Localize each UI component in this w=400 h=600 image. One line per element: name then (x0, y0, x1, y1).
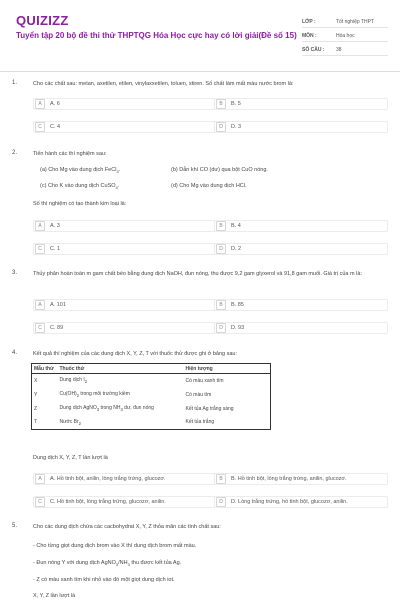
option-text: D. 2 (231, 246, 242, 252)
question-number: 2. (12, 150, 18, 156)
table-header-row (32, 364, 271, 374)
option-b[interactable] (214, 473, 388, 485)
option-c[interactable] (33, 121, 215, 133)
question-text: Cho các chất sau: metan, axetilen, etilen, vinylaxxetilen, toluen, stiren. Số chất làm mất màu nước brom là: (33, 81, 294, 87)
option-letter: C (35, 323, 45, 333)
option-text: D. 93 (231, 325, 245, 331)
meta-value: Tốt nghiệp THPT (336, 19, 374, 25)
table-cell: X (34, 377, 38, 384)
option-letter: A (35, 99, 45, 109)
question-number: 1. (12, 80, 18, 86)
question-1 (12, 80, 388, 140)
option-letter: B (216, 300, 226, 310)
question-text: Cho các dung dịch chứa các cacbohydrat X, Y, Z thỏa mãn các tính chất sau: (33, 524, 221, 530)
meta-key: LỚP : (302, 19, 316, 25)
table-row (32, 388, 271, 402)
table-cell: T (34, 419, 38, 426)
table-row (32, 416, 271, 430)
option-text: C. Hồ tinh bột, lòng trắng trứng, glucozơ, anilin. (50, 499, 166, 505)
option-text: C. 1 (50, 246, 61, 252)
option-letter: C (35, 244, 45, 254)
option-letter: D (216, 323, 226, 333)
question-text: Thủy phân hoàn toàn m gam chất béo bằng dung dịch NaOH, đun nóng, thu được 9,2 gam glyxerol và 91,8 gam muối. Giá trị của m là: (33, 271, 362, 277)
option-d[interactable] (214, 243, 388, 255)
option-a[interactable] (33, 98, 215, 110)
condition-line: - Cho từng giọt dung dịch brom vào X thì dung dịch brom mất màu. (33, 543, 197, 549)
option-a[interactable] (33, 299, 215, 311)
option-a[interactable] (33, 473, 215, 485)
question-5 (12, 523, 388, 600)
question-number: 3. (12, 270, 18, 276)
worksheet-title: Tuyển tập 20 bộ đề thi thử THPTQG Hóa Học cực hay có lời giải(Đề số 15) (16, 31, 297, 40)
option-text: B. Hồ tinh bột, lòng trắng trứng, anilin, glucozơ. (231, 476, 347, 482)
option-b[interactable] (214, 98, 388, 110)
table-cell: Có màu xanh tím (185, 377, 224, 384)
option-text: C. 89 (50, 325, 64, 331)
column-header: Mẫu thử (32, 364, 58, 374)
question-3 (12, 270, 388, 340)
table-row (32, 374, 271, 388)
meta-row-question-count (302, 42, 388, 56)
question-4 (12, 350, 388, 515)
option-text: D. 3 (231, 124, 242, 130)
option-letter: B (216, 474, 226, 484)
table-cell: Có màu tím (185, 391, 212, 398)
meta-value: Hóa học (336, 33, 355, 39)
option-c[interactable] (33, 243, 215, 255)
meta-key: SỐ CÂU : (302, 47, 325, 53)
experiment-d: (d) Cho Mg vào dung dịch HCl. (171, 183, 247, 189)
option-text: A. 101 (50, 302, 66, 308)
table-cell: Kết tủa Ag trắng sáng (185, 405, 234, 412)
option-text: C. 4 (50, 124, 61, 130)
question-prompt: Dung dịch X, Y, Z, T lần lượt là (33, 455, 108, 461)
option-text: B. 5 (231, 101, 241, 107)
column-header: Hiện tượng (184, 364, 271, 374)
option-letter: A (35, 474, 45, 484)
table-cell: Z (34, 405, 38, 412)
worksheet-meta (302, 14, 388, 56)
option-letter: D (216, 244, 226, 254)
option-letter: D (216, 497, 226, 507)
condition-line: - Z có màu xanh tím khi nhỏ vào đó một giọt dung dịch iot. (33, 577, 175, 583)
option-letter: C (35, 497, 45, 507)
question-prompt: Số thí nghiệm có tạo thành kim loại là: (33, 201, 127, 207)
question-text: Kết quả thí nghiệm của các dung dịch X, Y, Z, T với thuốc thử được ghi ở bảng sau: (33, 351, 237, 357)
option-letter: A (35, 221, 45, 231)
option-letter: B (216, 99, 226, 109)
table-cell: Nước $Br_2$ (59, 418, 81, 426)
option-text: B. 4 (231, 223, 241, 229)
table-cell: Kết tủa trắng (185, 419, 215, 426)
option-d[interactable] (214, 121, 388, 133)
table-cell: Dung dịch $I_2$ (59, 377, 88, 385)
header-divider (0, 71, 400, 72)
question-number: 5. (12, 523, 18, 529)
question-2 (12, 150, 388, 258)
condition-line: - Đun nóng Y với dung dịch $AgNO_3/NH_3$ thu được kết tủa Ag. (33, 560, 182, 568)
table-cell: Dung dịch AgNO$_3$ trong $NH_3$ dư, đun nóng (59, 405, 154, 412)
option-letter: D (216, 122, 226, 132)
option-letter: B (216, 221, 226, 231)
question-number: 4. (12, 350, 18, 356)
option-d[interactable] (214, 496, 388, 508)
table-cell: $Cu(OH)_2$ trong môi trường kiềm (59, 391, 130, 398)
option-c[interactable] (33, 496, 215, 508)
option-b[interactable] (214, 299, 388, 311)
worksheet-header (0, 0, 400, 62)
option-d[interactable] (214, 322, 388, 334)
option-text: A. Hồ tinh bột, anilin, lòng trắng trứng, glucozơ. (50, 476, 166, 482)
option-a[interactable] (33, 220, 215, 232)
option-c[interactable] (33, 322, 215, 334)
meta-value: 38 (336, 47, 342, 53)
question-prompt: X, Y, Z lần lượt là (33, 593, 76, 599)
meta-row-class (302, 14, 388, 28)
experiment-c: (c) Cho K vào dung dịch CuSO$_4$. (40, 183, 120, 191)
meta-row-subject (302, 28, 388, 42)
experiment-table (31, 363, 271, 430)
question-text: Tiến hành các thí nghiệm sau: (33, 151, 107, 157)
column-header: Thuốc thử (58, 364, 184, 374)
option-text: B. 85 (231, 302, 244, 308)
quizizz-logo: QUIZIZZ (16, 13, 69, 28)
meta-key: MÔN : (302, 33, 317, 39)
option-letter: C (35, 122, 45, 132)
experiment-b: (b) Dẫn khí CO (dư) qua bột CuO nóng. (171, 167, 268, 173)
option-letter: A (35, 300, 45, 310)
experiment-a: (a) Cho Mg vào dung dịch FeCl$_3$. (40, 167, 121, 175)
option-text: A. 6 (50, 101, 60, 107)
table-cell: Y (34, 391, 38, 398)
table-row (32, 402, 271, 416)
option-b[interactable] (214, 220, 388, 232)
option-text: A. 3 (50, 223, 60, 229)
option-text: D. Lòng trắng trứng, hồ tinh bột, glucozơ, anilin. (231, 499, 348, 505)
